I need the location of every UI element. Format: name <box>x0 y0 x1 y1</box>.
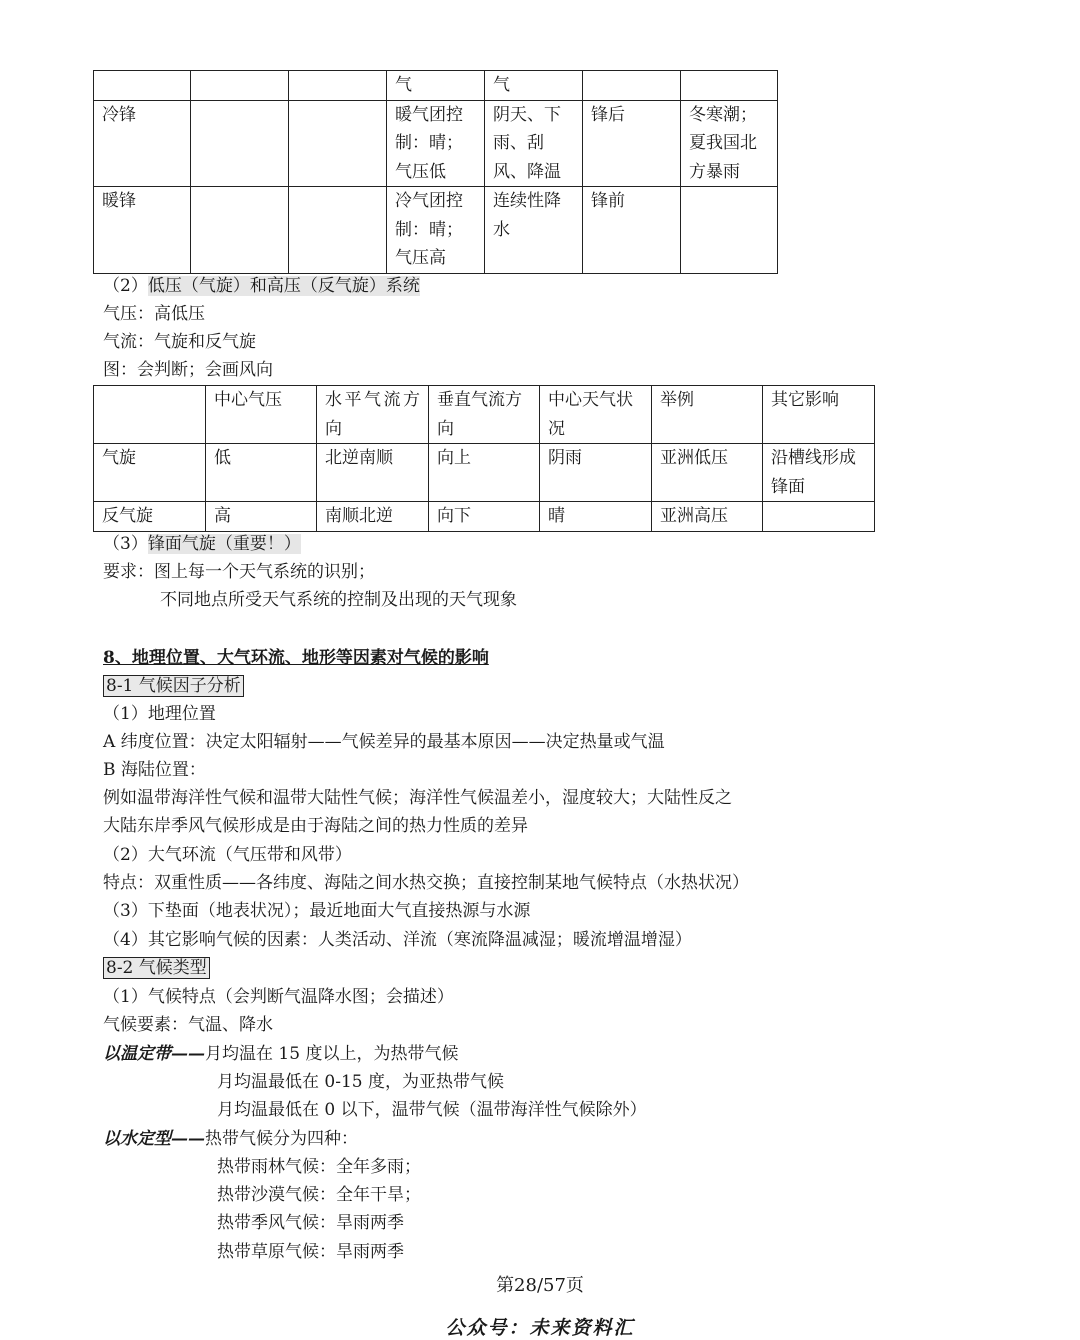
table-cell: 高 <box>206 502 317 532</box>
rule-label: 以水定型—— <box>103 1129 205 1149</box>
table-header-cell: 其它影响 <box>763 386 875 444</box>
table-cell <box>289 187 387 274</box>
boxed-heading: 8-1 气候因子分析 <box>103 675 244 697</box>
table-cell <box>191 100 289 187</box>
table-row <box>94 187 778 274</box>
table-cell: 锋后 <box>583 100 681 187</box>
table-cell: 阴雨 <box>540 444 652 502</box>
text-line: 热带季风气候：旱雨两季 <box>217 1213 404 1233</box>
text-line: （3）下垫面（地表状况）；最近地面大气直接热源与水源 <box>103 901 531 921</box>
table-header-row <box>94 386 875 444</box>
table-cell: 锋前 <box>583 187 681 274</box>
table-cell <box>681 187 778 274</box>
text-line: （1）气候特点（会判断气温降水图；会描述） <box>103 987 454 1007</box>
table-header-cell <box>94 386 206 444</box>
page-number: 第28/57页 <box>496 1275 584 1296</box>
text-line: 特点：双重性质——各纬度、海陆之间水热交换；直接控制某地气候特点（水热状况） <box>103 873 749 893</box>
table-row <box>94 502 875 532</box>
table-cell: 晴 <box>540 502 652 532</box>
precipitation-rule-line <box>103 1125 358 1153</box>
rule-text: 月均温在 15 度以上，为热带气候 <box>205 1044 459 1064</box>
fronts-table <box>93 70 778 274</box>
table-cell: 亚洲低压 <box>652 444 763 502</box>
table-cell: 暖气团控制：晴；气压低 <box>387 100 485 187</box>
table-cell: 冬寒潮；夏我国北方暴雨 <box>681 100 778 187</box>
text-line: 气候要素：气温、降水 <box>103 1015 273 1035</box>
table-cell: 向上 <box>429 444 540 502</box>
cyclone-table <box>93 385 875 532</box>
table-cell <box>583 71 681 101</box>
chapter-title: 8、地理位置、大气环流、地形等因素对气候的影响 <box>103 648 489 668</box>
text-line: B 海陆位置： <box>103 760 206 780</box>
table-cell <box>191 71 289 101</box>
section-heading-frontal-cyclone <box>103 530 301 558</box>
table-cell: 气 <box>387 71 485 101</box>
table-row <box>94 100 778 187</box>
table-header-cell: 水平气流方向 <box>317 386 429 444</box>
highlighted-heading: 锋面气旋（重要！） <box>147 534 301 554</box>
table-header-cell: 垂直气流方向 <box>429 386 540 444</box>
table-cell <box>289 100 387 187</box>
text-line: 不同地点所受天气系统的控制及出现的天气现象 <box>160 590 517 610</box>
table-cell: 沿槽线形成锋面 <box>763 444 875 502</box>
table-cell <box>681 71 778 101</box>
text-line: 热带草原气候：旱雨两季 <box>217 1242 404 1262</box>
table-header-cell: 举例 <box>652 386 763 444</box>
text-line: 热带雨林气候：全年多雨； <box>217 1157 421 1177</box>
section-prefix: （3） <box>103 534 148 554</box>
table-cell <box>191 187 289 274</box>
text-line: 例如温带海洋性气候和温带大陆性气候；海洋性气候温差小，湿度较大；大陆性反之 <box>103 788 732 808</box>
table-cell: 暖锋 <box>94 187 191 274</box>
table-cell: 低 <box>206 444 317 502</box>
boxed-heading: 8-2 气候类型 <box>103 957 210 979</box>
table-cell: 亚洲高压 <box>652 502 763 532</box>
table-cell: 气 <box>485 71 583 101</box>
table-cell: 反气旋 <box>94 502 206 532</box>
section-prefix: （2） <box>103 276 148 296</box>
table-row <box>94 71 778 101</box>
table-cell <box>763 502 875 532</box>
table-cell <box>94 71 191 101</box>
highlighted-heading: 低压（气旋）和高压（反气旋）系统 <box>147 276 420 296</box>
table-cell: 南顺北逆 <box>317 502 429 532</box>
table-cell: 冷气团控制：晴；气压高 <box>387 187 485 274</box>
text-line: 月均温最低在 0-15 度，为亚热带气候 <box>217 1072 504 1092</box>
rule-label: 以温定带—— <box>103 1044 205 1064</box>
table-cell: 向下 <box>429 502 540 532</box>
text-line: 要求：图上每一个天气系统的识别； <box>103 562 375 582</box>
rule-text: 热带气候分为四种： <box>205 1129 358 1149</box>
table-header-cell: 中心气压 <box>206 386 317 444</box>
subsection-box <box>103 672 244 700</box>
table-cell <box>289 71 387 101</box>
text-line: 图：会判断；会画风向 <box>103 360 273 380</box>
text-line: 大陆东岸季风气候形成是由于海陆之间的热力性质的差异 <box>103 816 528 836</box>
table-row <box>94 444 875 502</box>
text-line: 热带沙漠气候：全年干旱； <box>217 1185 421 1205</box>
table-cell: 阴天、下雨、刮风、降温 <box>485 100 583 187</box>
table-cell: 气旋 <box>94 444 206 502</box>
table-cell: 连续性降水 <box>485 187 583 274</box>
text-line: （4）其它影响气候的因素：人类活动、洋流（寒流降温减湿；暖流增温增湿） <box>103 930 692 950</box>
text-line: 气流：气旋和反气旋 <box>103 332 256 352</box>
text-line: 月均温最低在 0 以下，温带气候（温带海洋性气候除外） <box>217 1100 647 1120</box>
temperature-rule-line <box>103 1040 458 1068</box>
text-line: （1）地理位置 <box>103 704 216 724</box>
text-line: A 纬度位置：决定太阳辐射——气候差异的最基本原因——决定热量或气温 <box>103 732 665 752</box>
table-header-cell: 中心天气状况 <box>540 386 652 444</box>
watermark-brand: 公众号：未来资料汇 <box>445 1317 635 1339</box>
subsection-box <box>103 954 210 982</box>
text-line: 气压：高低压 <box>103 304 205 324</box>
table-cell: 北逆南顺 <box>317 444 429 502</box>
section-heading-cyclone <box>103 272 420 300</box>
text-line: （2）大气环流（气压带和风带） <box>103 845 352 865</box>
table-cell: 冷锋 <box>94 100 191 187</box>
